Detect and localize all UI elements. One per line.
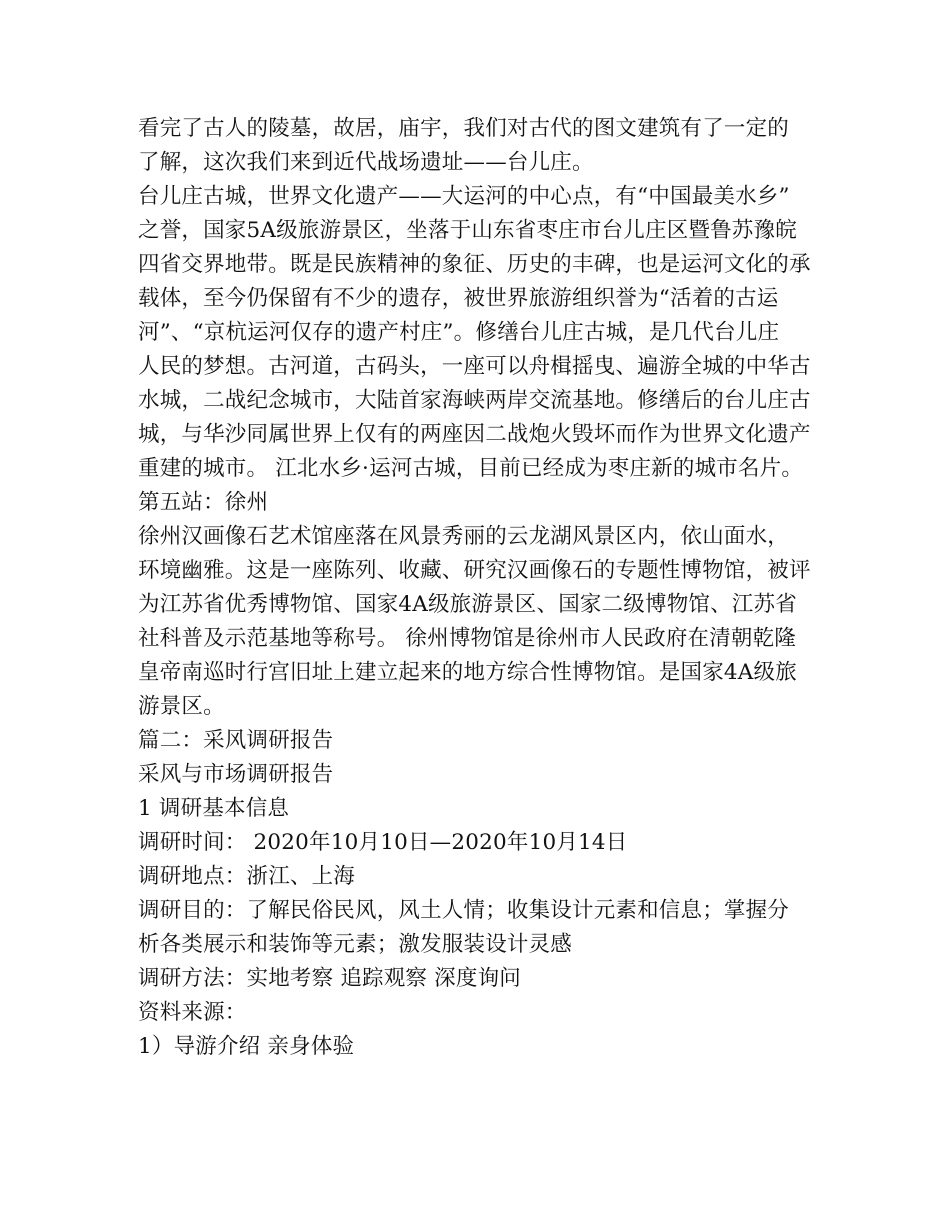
text-line: 析各类展示和装饰等元素；激发服装设计灵感 <box>138 932 573 957</box>
text-line: 徐州汉画像石艺术馆座落在风景秀丽的云龙湖风景区内，依山面水， <box>138 524 790 549</box>
text-line: 四省交界地带。既是民族精神的象征、历史的丰碑，也是运河文化的承 <box>138 252 811 277</box>
text-line: 台儿庄古城，世界文化遗产——大运河的中心点，有“中国最美水乡” <box>138 184 790 209</box>
text-line: 调研方法：实地考察 追踪观察 深度询问 <box>138 966 521 991</box>
text-line: 为江苏省优秀博物馆、国家4A级旅游景区、国家二级博物馆、江苏省 <box>138 592 797 617</box>
text-line: 水城，二战纪念城市，大陆首家海峡两岸交流基地。修缮后的台儿庄古 <box>138 388 811 413</box>
chapter-heading: 篇二：采风调研报告 <box>138 728 334 753</box>
text-line: 资料来源： <box>138 1000 247 1025</box>
document-body <box>138 112 828 1064</box>
text-line: 城，与华沙同属世界上仅有的两座因二战炮火毁坏而作为世界文化遗产 <box>138 422 811 447</box>
text-line: 调研时间： 2020年10月10日—2020年10月14日 <box>138 830 628 855</box>
text-line: 人民的梦想。古河道，古码头，一座可以舟楫摇曳、遍游全城的中华古 <box>138 354 811 379</box>
section-heading: 第五站：徐州 <box>138 490 269 515</box>
text-line: 载体，至今仍保留有不少的遗存，被世界旅游组织誉为“活着的古运 <box>138 286 779 311</box>
list-item: 1）导游介绍 亲身体验 <box>138 1034 355 1059</box>
text-line: 重建的城市。 江北水乡·运河古城，目前已经成为枣庄新的城市名片。 <box>138 456 804 481</box>
text-line: 皇帝南巡时行宫旧址上建立起来的地方综合性博物馆。是国家4A级旅 <box>138 660 797 685</box>
text-line: 看完了古人的陵墓，故居，庙宇，我们对古代的图文建筑有了一定的 <box>138 116 790 141</box>
text-line: 社科普及示范基地等称号。 徐州博物馆是徐州市人民政府在清朝乾隆 <box>138 626 797 651</box>
section-heading: 1 调研基本信息 <box>138 796 290 821</box>
text-line: 环境幽雅。这是一座陈列、收藏、研究汉画像石的专题性博物馆，被评 <box>138 558 811 583</box>
text-line: 调研目的：了解民俗民风，风土人情；收集设计元素和信息；掌握分 <box>138 898 790 923</box>
text-line: 了解，这次我们来到近代战场遗址——台儿庄。 <box>138 150 594 175</box>
text-line: 之誉，国家5A级旅游景区，坐落于山东省枣庄市台儿庄区暨鲁苏豫皖 <box>138 218 797 243</box>
text-line: 河”、“京杭运河仅存的遗产村庄”。修缮台儿庄古城，是几代台儿庄 <box>138 320 780 345</box>
text-line: 游景区。 <box>138 694 225 719</box>
report-title: 采风与市场调研报告 <box>138 762 334 787</box>
text-line: 调研地点：浙江、上海 <box>138 864 356 889</box>
